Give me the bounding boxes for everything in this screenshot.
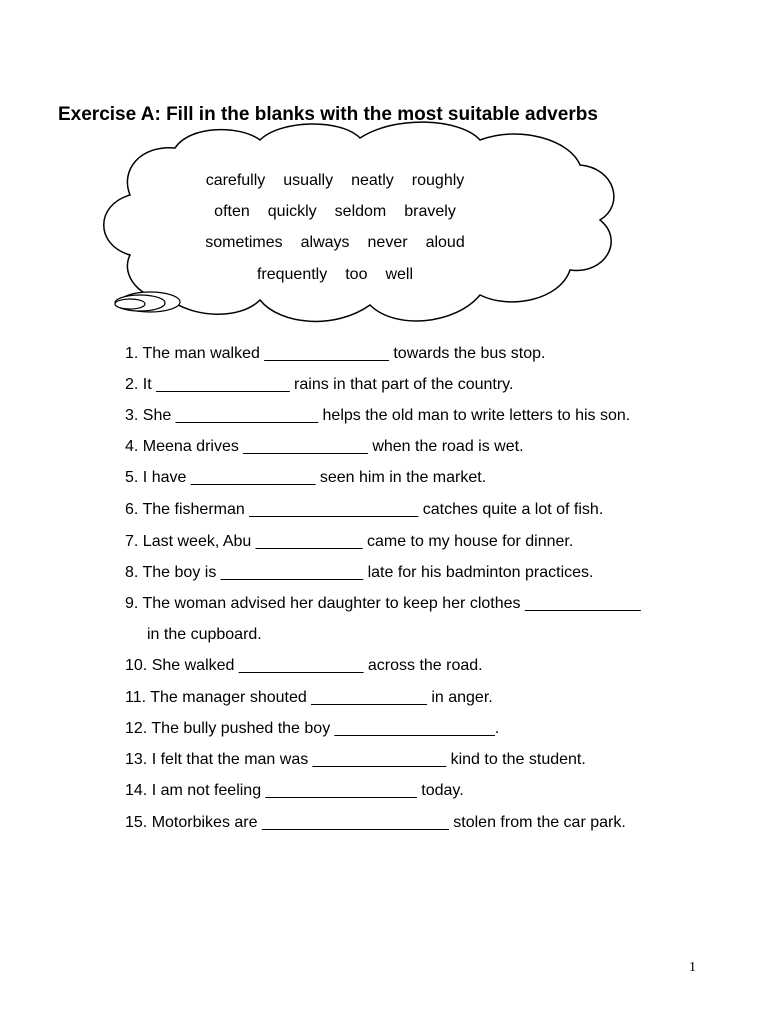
- word-bank-row: [150, 172, 520, 190]
- question-item: [125, 750, 586, 770]
- thought-cloud-icon: [0, 0, 768, 340]
- question-text: The fisherman ___________________ catches quite a lot of fish.: [142, 501, 604, 518]
- question-number: 2.: [125, 376, 139, 393]
- word-bank-item: frequently: [256, 266, 328, 283]
- question-number: 9.: [125, 595, 139, 612]
- word-bank-item: sometimes: [205, 234, 283, 251]
- word-bank-item: roughly: [411, 172, 465, 189]
- word-bank-item: neatly: [351, 172, 394, 189]
- question-text: She walked ______________ across the road.: [151, 657, 483, 674]
- question-text: Meena drives ______________ when the road is wet.: [142, 438, 524, 455]
- question-text: The man walked ______________ towards the bus stop.: [142, 345, 546, 362]
- question-text: I felt that the man was _______________ kind to the student.: [151, 751, 586, 768]
- word-bank-item: never: [367, 234, 408, 251]
- question-number: 12.: [125, 720, 148, 737]
- question-number: 11.: [125, 689, 147, 706]
- question-continuation: in the cupboard.: [147, 626, 262, 643]
- question-item: [125, 781, 464, 801]
- question-item: [125, 375, 513, 395]
- question-number: 14.: [125, 782, 148, 799]
- word-bank-item: often: [214, 203, 250, 220]
- word-bank-item: bravely: [404, 203, 456, 220]
- question-text: It _______________ rains in that part of the country.: [142, 376, 514, 393]
- question-item: [125, 719, 499, 739]
- question-text: The manager shouted _____________ in anger.: [150, 689, 493, 706]
- question-item: [125, 437, 524, 457]
- word-bank-item: usually: [283, 172, 334, 189]
- question-item: [125, 406, 630, 426]
- word-bank-item: aloud: [425, 234, 465, 251]
- question-number: 8.: [125, 564, 139, 581]
- question-item: [125, 688, 493, 708]
- question-text: I have ______________ seen him in the market.: [142, 469, 487, 486]
- question-text: The woman advised her daughter to keep her clothes _____________: [142, 595, 641, 612]
- question-number: 6.: [125, 501, 139, 518]
- question-item: [125, 813, 626, 833]
- question-item: [125, 468, 486, 488]
- word-bank-row: [150, 203, 520, 221]
- word-bank-item: carefully: [205, 172, 266, 189]
- question-item: [125, 563, 593, 583]
- word-bank-item: too: [345, 266, 368, 283]
- word-bank-item: seldom: [334, 203, 387, 220]
- question-number: 3.: [125, 407, 139, 424]
- question-number: 15.: [125, 814, 148, 831]
- question-number: 1.: [125, 345, 139, 362]
- question-item: [125, 532, 573, 552]
- question-number: 4.: [125, 438, 139, 455]
- question-number: 5.: [125, 469, 139, 486]
- page-number: 1: [689, 960, 696, 975]
- question-number: 10.: [125, 657, 148, 674]
- question-text: Last week, Abu ____________ came to my house for dinner.: [142, 533, 574, 550]
- question-text: I am not feeling _________________ today.: [151, 782, 464, 799]
- question-item: [125, 344, 545, 364]
- word-bank-item: always: [300, 234, 350, 251]
- exercise-title: Exercise A: Fill in the blanks with the most suitable adverbs: [58, 104, 598, 125]
- word-bank-row: [150, 234, 520, 252]
- question-item: [125, 656, 483, 676]
- question-text: Motorbikes are _____________________ stolen from the car park.: [151, 814, 626, 831]
- question-number: 7.: [125, 533, 139, 550]
- word-bank-row: [150, 266, 520, 284]
- question-item: [125, 594, 641, 614]
- question-text: The boy is ________________ late for his badminton practices.: [142, 564, 594, 581]
- question-item: [125, 500, 603, 520]
- word-bank-item: quickly: [267, 203, 317, 220]
- word-bank-item: well: [385, 266, 414, 283]
- question-text: The bully pushed the boy __________________.: [151, 720, 500, 737]
- question-text: She ________________ helps the old man to write letters to his son.: [142, 407, 631, 424]
- question-number: 13.: [125, 751, 148, 768]
